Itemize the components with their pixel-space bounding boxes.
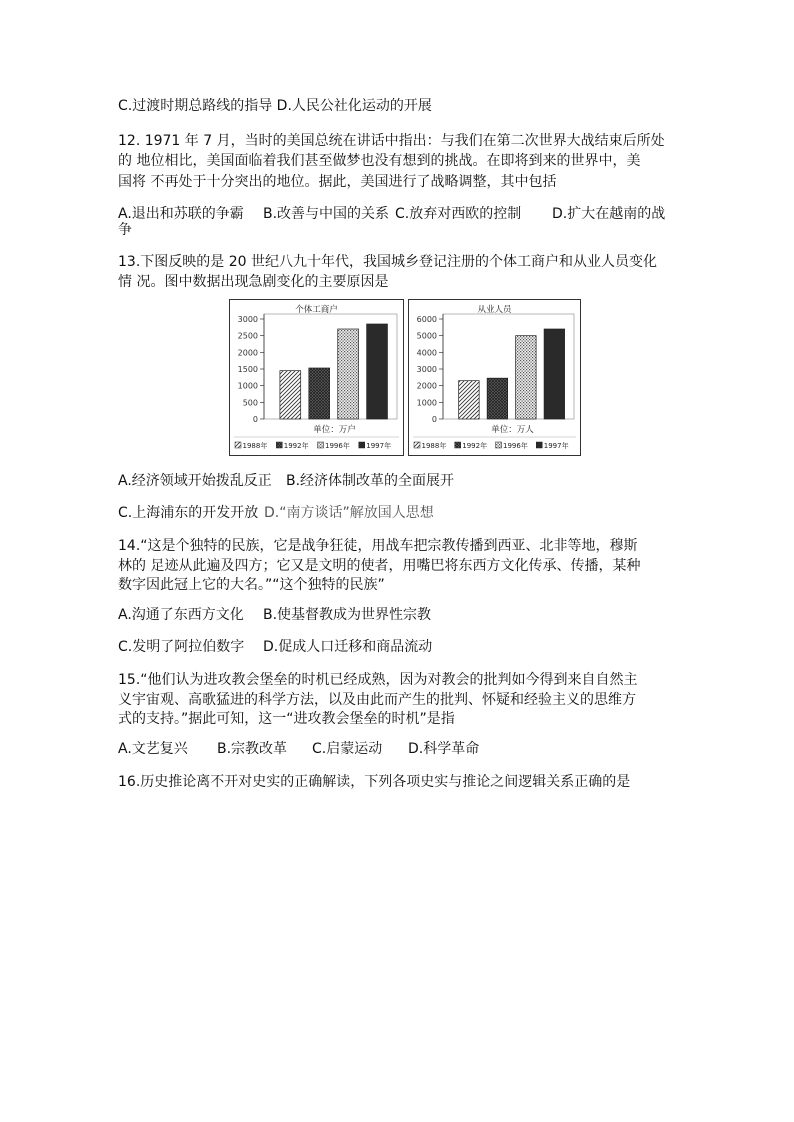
y-tick-label: 1000 bbox=[237, 381, 258, 391]
chart-employees-svg bbox=[409, 300, 580, 455]
legend-swatch bbox=[414, 442, 420, 448]
y-tick-label: 500 bbox=[242, 398, 258, 408]
chart-households bbox=[229, 299, 404, 456]
y-tick-label: 3000 bbox=[237, 315, 258, 324]
legend-label: 1997年 bbox=[543, 442, 569, 450]
y-tick-label: 4000 bbox=[416, 348, 437, 358]
q13-option-a: A.经济领域开始拨乱反正 bbox=[118, 473, 272, 489]
unit-label: 单位：万人 bbox=[491, 425, 534, 435]
legend-swatch bbox=[235, 442, 241, 448]
y-tick-label: 3000 bbox=[416, 365, 437, 374]
q13-option-b: B.经济体制改革的全面展开 bbox=[286, 473, 455, 489]
q15-stem-line1: 15.“他们认为进攻教会堡垒的时机已经成熟，因为对教会的批判如今得到来自自然主 bbox=[118, 672, 638, 688]
q15-stem-line3: 式的支持。”据此可知，这一“进攻教会堡垒的时机”是指 bbox=[118, 711, 455, 727]
bar-1996年 bbox=[516, 336, 537, 419]
q13-stem-line2: 情 况。图中数据出现急剧变化的主要原因是 bbox=[118, 274, 389, 290]
q14-option-b: B.使基督教成为世界性宗教 bbox=[263, 607, 432, 623]
q14-option-c: C.发明了阿拉伯数字 bbox=[118, 639, 245, 655]
chart-title: 个体工商户 bbox=[295, 305, 338, 315]
y-tick-label: 2000 bbox=[237, 348, 258, 358]
bar-1992年 bbox=[309, 368, 330, 419]
q13-option-d: D.“南方谈话”解放国人思想 bbox=[264, 505, 434, 521]
y-tick-label: 1000 bbox=[416, 398, 437, 408]
q11-options-tail: C.过渡时期总路线的指导 D.人民公社化运动的开展 bbox=[118, 98, 432, 114]
bar-1996年 bbox=[338, 329, 359, 419]
legend-swatch bbox=[536, 442, 542, 448]
y-tick-label: 5000 bbox=[416, 331, 437, 341]
q12-stem-line3: 国将 不再处于十分突出的地位。据此，美国进行了战略调整，其中包括 bbox=[118, 174, 557, 190]
legend-swatch bbox=[318, 442, 324, 448]
q14-option-d: D.促成人口迁移和商品流动 bbox=[263, 639, 433, 655]
q12-option-a: A.退出和苏联的争霸 bbox=[118, 206, 244, 222]
q13-stem-line1: 13.下图反映的是 20 世纪八九十年代，我国城乡登记注册的个体工商户和从业人员变化 bbox=[118, 254, 657, 270]
legend-label: 1997年 bbox=[366, 442, 392, 450]
q14-option-a: A.沟通了东西方文化 bbox=[118, 607, 244, 623]
legend-label: 1996年 bbox=[325, 442, 350, 450]
q12-option-d-cont: 争 bbox=[118, 222, 132, 238]
q14-stem-line1: 14.“这是个独特的民族，它是战争狂徒，用战车把宗教传播到西亚、北非等地，穆斯 bbox=[118, 538, 638, 554]
legend-label: 1992年 bbox=[283, 442, 309, 450]
q15-option-b: B.宗教改革 bbox=[217, 741, 288, 757]
chart-title: 从业人员 bbox=[477, 305, 512, 315]
legend-swatch bbox=[496, 442, 502, 448]
y-tick-label: 0 bbox=[431, 415, 437, 424]
chart-households-svg bbox=[230, 300, 403, 455]
q15-option-a: A.文艺复兴 bbox=[118, 741, 188, 757]
legend-label: 1988年 bbox=[421, 442, 447, 450]
bar-1988年 bbox=[459, 381, 480, 419]
q14-stem-line2: 林的 足迹从此遍及四方；它又是文明的使者，用嘴巴将东西方文化传承、传播，某种 bbox=[118, 558, 641, 574]
unit-label: 单位：万户 bbox=[313, 425, 356, 435]
bar-1988年 bbox=[280, 371, 301, 419]
q14-stem-line3: 数字因此冠上它的大名。”“这个独特的民族” bbox=[118, 577, 385, 593]
legend-label: 1988年 bbox=[242, 442, 268, 450]
y-tick-label: 1500 bbox=[237, 365, 258, 374]
q12-option-d: D.扩大在越南的战 bbox=[552, 206, 666, 222]
q12-stem-line1: 12. 1971 年 7 月，当时的美国总统在讲话中指出：与我们在第二次世界大战结束后所处 bbox=[118, 133, 665, 149]
q12-option-c: C.放弃对西欧的控制 bbox=[395, 206, 522, 222]
bar-1997年 bbox=[544, 329, 565, 419]
y-tick-label: 0 bbox=[252, 415, 258, 424]
y-tick-label: 2000 bbox=[416, 381, 437, 391]
legend-swatch bbox=[455, 442, 461, 448]
legend-swatch bbox=[276, 442, 282, 448]
y-tick-label: 6000 bbox=[416, 315, 437, 324]
q15-option-d: D.科学革命 bbox=[408, 741, 480, 757]
q13-option-c: C.上海浦东的开发开放 bbox=[118, 505, 259, 521]
q16-stem-line1: 16.历史推论离不开对史实的正确解读，下列各项史实与推论之间逻辑关系正确的是 bbox=[118, 774, 631, 790]
q15-stem-line2: 义宇宙观、高歌猛进的科学方法，以及由此而产生的批判、怀疑和经验主义的思维方 bbox=[118, 692, 636, 708]
bar-1997年 bbox=[367, 324, 388, 419]
chart-employees bbox=[408, 299, 581, 456]
q12-stem-line2: 的 地位相比，美国面临着我们甚至做梦也没有想到的挑战。在即将到来的世界中，美 bbox=[118, 153, 641, 169]
legend-label: 1996年 bbox=[503, 442, 528, 450]
legend-label: 1992年 bbox=[462, 442, 488, 450]
y-tick-label: 2500 bbox=[237, 331, 258, 341]
q12-option-b: B.改善与中国的关系 bbox=[263, 206, 390, 222]
legend-swatch bbox=[359, 442, 365, 448]
q15-option-c: C.启蒙运动 bbox=[312, 741, 383, 757]
bar-1992年 bbox=[487, 378, 508, 419]
